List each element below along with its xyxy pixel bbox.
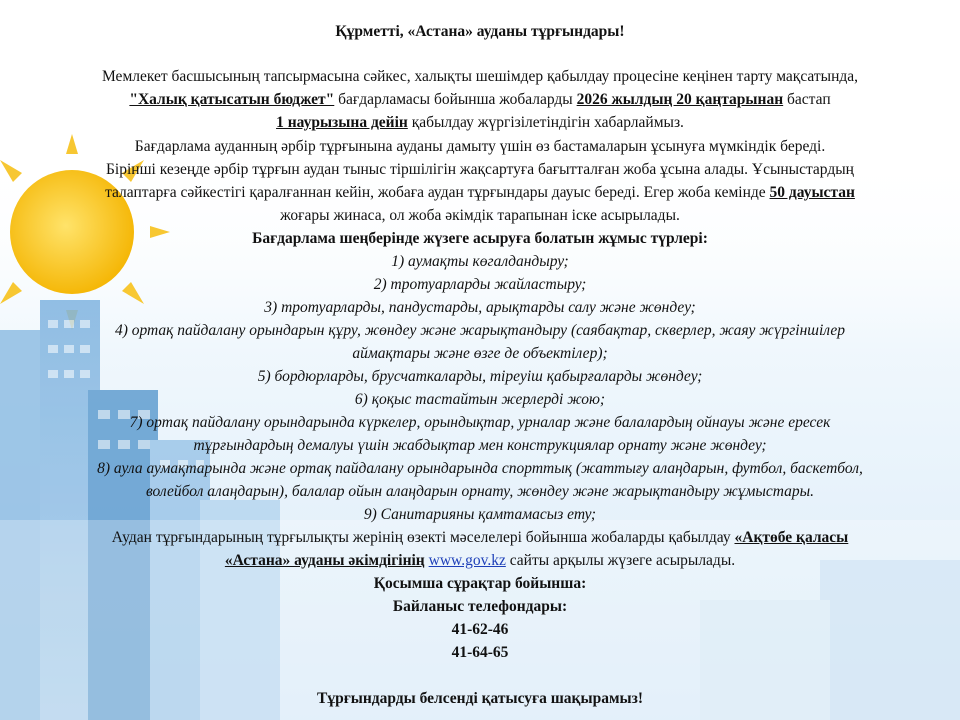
intro-text: бағдарламасы бойынша жобаларды [334, 91, 577, 108]
submission-text: Аудан тұрғындарының тұрғылықты жерінің өзекті мәселелері бойынша жобаларды қабылдау [111, 529, 735, 546]
submission-line-1 [0, 528, 960, 548]
intro-text: бастап [783, 91, 831, 108]
work-item-8-line-1: 8) аула аумақтарында және ортақ пайдалану орындарында спорттық (жаттығу алаңдарын, футбол, баскетбол, [97, 460, 863, 477]
intro-text: қабылдау жүргізілетіндігін хабарлаймыз. [407, 114, 684, 131]
phone-number-1: 41-62-46 [451, 621, 509, 638]
phone-number-2: 41-64-65 [451, 644, 509, 661]
phones-label: Байланыс телефондары: [392, 598, 568, 615]
work-item-2: 2) тротуарларды жайластыру; [373, 276, 587, 293]
work-item-8-line-2: волейбол алаңдарын), балалар ойын алаңдарын орнату, жөндеу және жарықтандыру жұмыстары. [146, 483, 814, 500]
paragraph-stage-line-3: жоғары жинаса, ол жоба әкімдік тарапынан іске асырылады. [280, 207, 680, 224]
work-item-5: 5) бордюрларды, брусчаткаларды, тіреуіш қабырғаларды жөндеу; [257, 368, 703, 385]
website-link[interactable]: www.gov.kz [428, 552, 506, 569]
intro-line-3 [0, 113, 960, 133]
submission-text: сайты арқылы жүзеге асырылады. [505, 552, 736, 569]
contacts-heading: Қосымша сұрақтар бойынша: [373, 575, 587, 592]
end-date: 1 наурызына дейін [276, 114, 408, 131]
akimat-name-part-2: «Астана» ауданы әкімдігінің [224, 552, 425, 569]
greeting-heading: Құрметті, «Астана» ауданы тұрғындары! [335, 23, 625, 40]
works-heading: Бағдарлама шеңберінде жүзеге асыруға болатын жұмыс түрлері: [252, 230, 708, 247]
paragraph-opportunity: Бағдарлама ауданның әрбір тұрғынына ауданы дамыту үшін өз бастамаларын ұсынуға мүмкіндік береді. [134, 138, 826, 155]
intro-line-1: Мемлекет басшысының тапсырмасына сәйкес, халықты шешімдер қабылдау процесіне кеңінен тарту мақсатында, [101, 68, 859, 85]
paragraph-stage-line-1: Бірінші кезеңде әрбір тұрғын аудан тыныс тіршілігін жақсартуға бағытталған жоба ұсына алады. Ұсыныстардың [106, 161, 854, 178]
votes-threshold: 50 дауыстан [769, 184, 855, 201]
work-item-6: 6) қоқыс тастайтын жерлерді жою; [354, 391, 606, 408]
work-item-4-line-2: аймақтары және өзге де объектілер); [352, 345, 608, 362]
submission-line-2 [0, 551, 960, 571]
stage-text: талаптарға сәйкестігі қаралғаннан кейін, жобаға аудан тұрғындары дауыс береді. Егер жоба кемінде [105, 184, 770, 201]
intro-line-2 [0, 90, 960, 110]
paragraph-stage-line-2 [0, 183, 960, 203]
work-item-7-line-2: тұрғындардың демалуы үшін жабдықтар мен конструкциялар орнату және жөндеу; [193, 437, 767, 454]
work-item-7-line-1: 7) ортақ пайдалану орындарында күркелер, орындықтар, урналар және балалардың ойнауы және ересек [129, 414, 831, 431]
closing-invitation: Тұрғындарды белсенді қатысуға шақырамыз! [317, 690, 643, 707]
work-item-9: 9) Санитарияны қамтамасыз ету; [363, 506, 597, 523]
work-item-1: 1) аумақты көгалдандыру; [391, 253, 569, 270]
work-item-4-line-1: 4) ортақ пайдалану орындарын құру, жөндеу және жарықтандыру (саябақтар, скверлер, жаяу жүргіншілер [114, 322, 846, 339]
start-date: 2026 жылдың 20 қаңтарынан [576, 91, 784, 108]
program-name: "Халық қатысатын бюджет" [129, 91, 335, 108]
work-item-3: 3) тротуарларды, пандустарды, арықтарды салу және жөндеу; [264, 299, 696, 316]
akimat-name-part-1: «Ақтөбе қаласы [734, 529, 849, 546]
